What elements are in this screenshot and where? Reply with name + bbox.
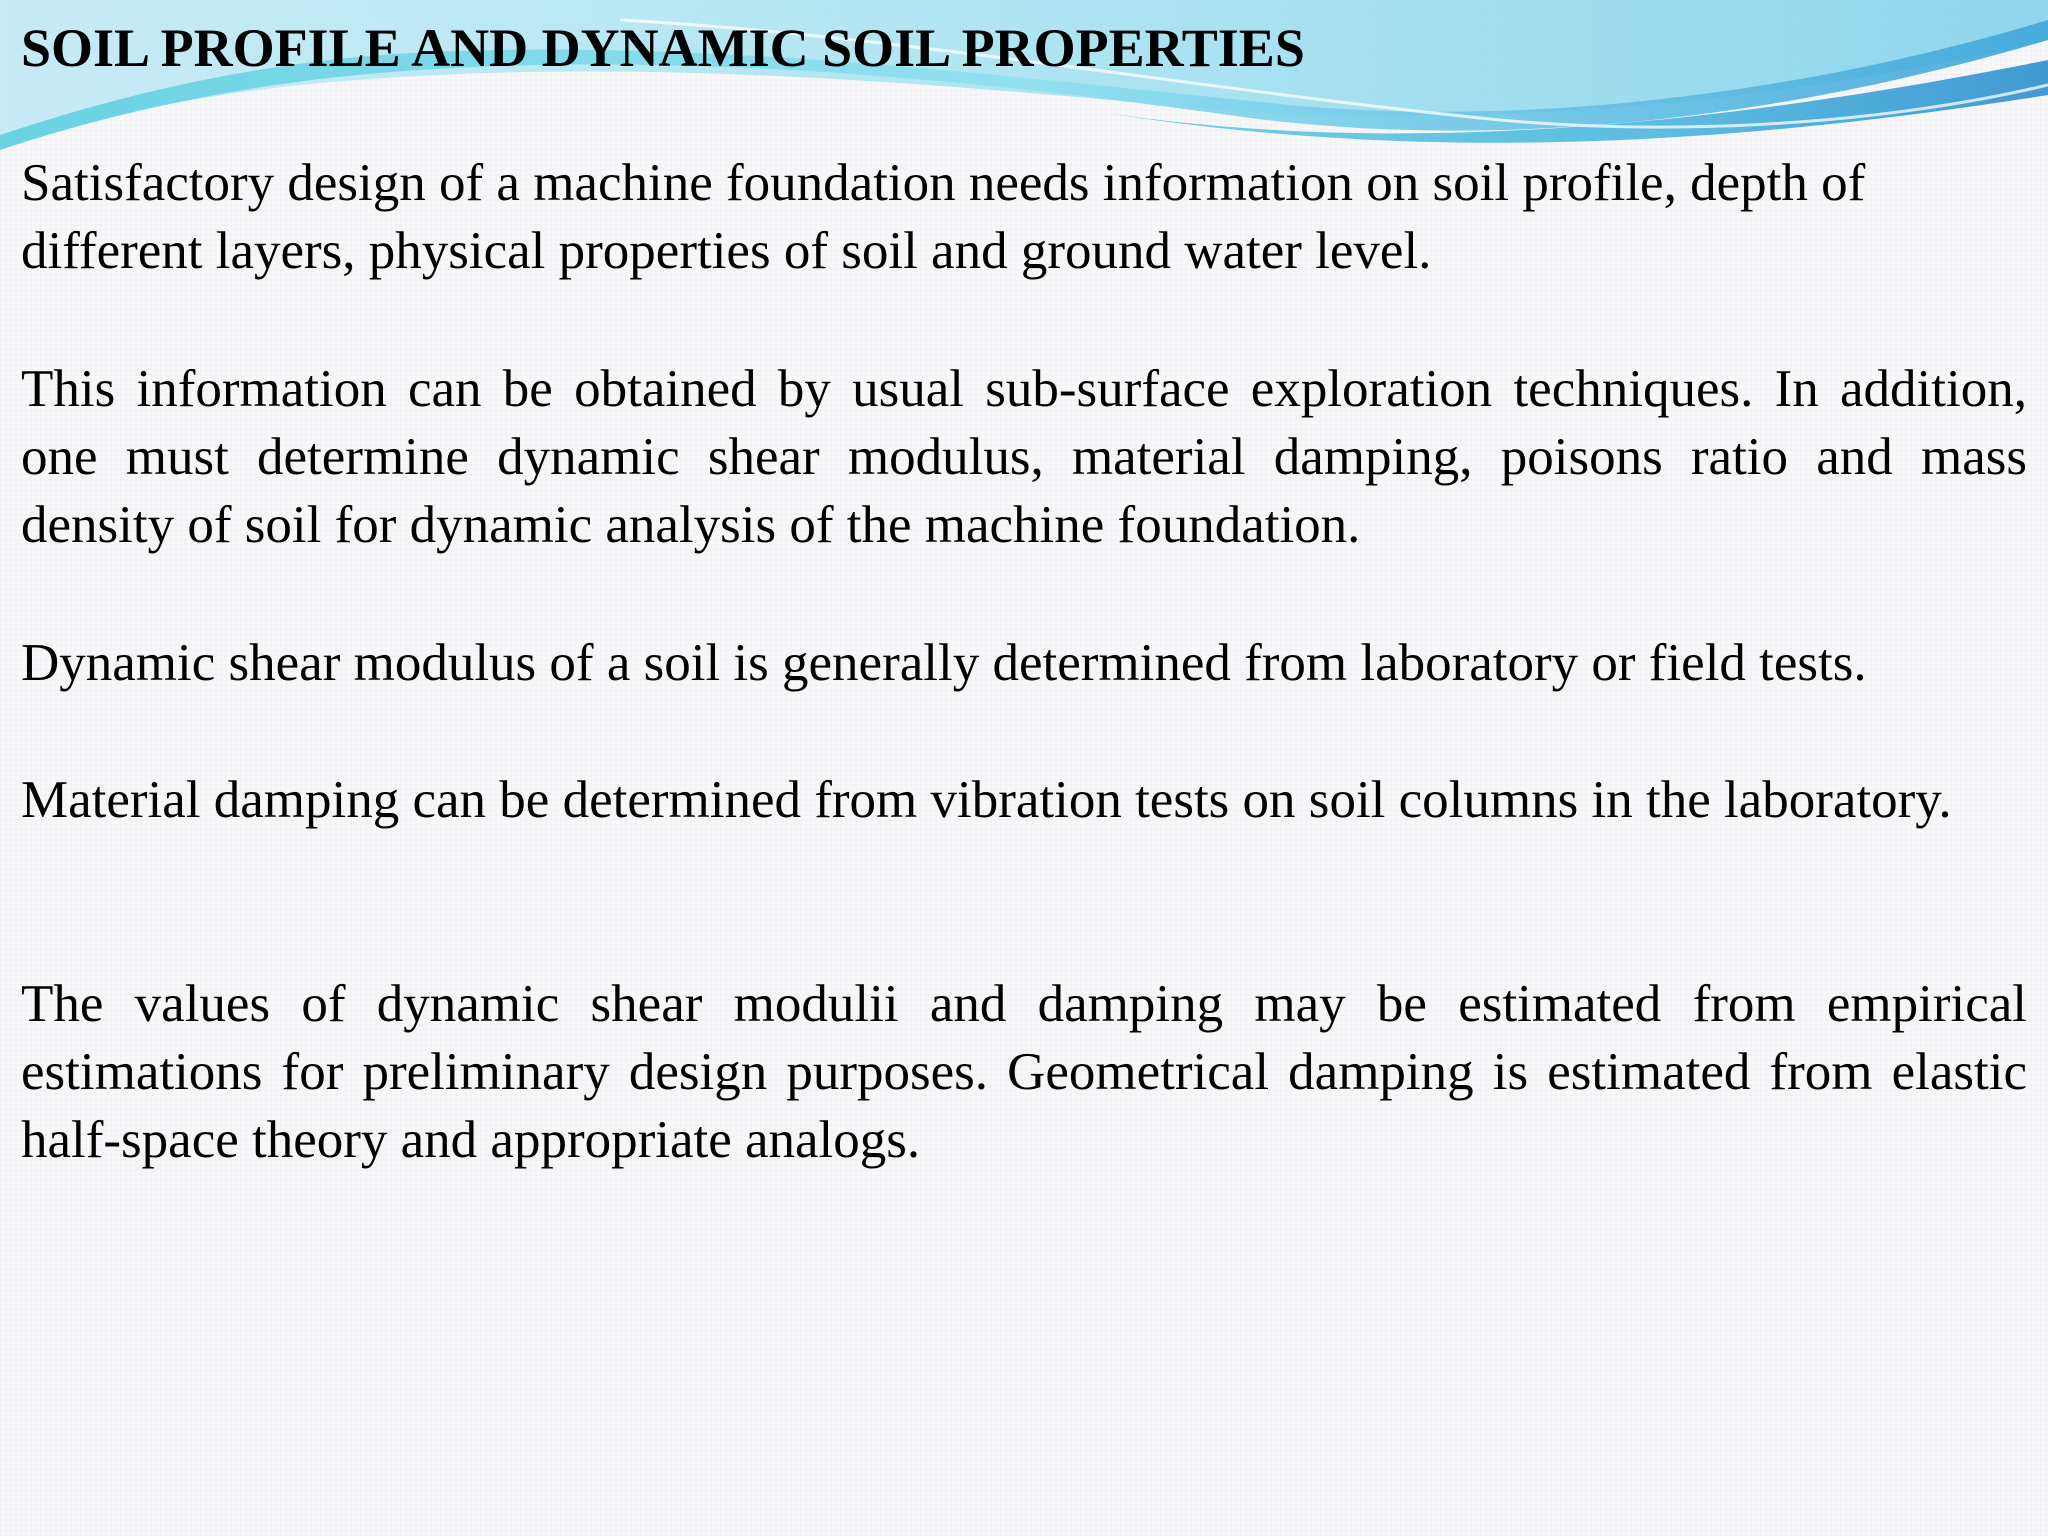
paragraph-empirical-values: The values of dynamic shear modulii and damping may be estimated from empirical estimations for preliminary design purposes. Geometrical damping is estimated from elastic half-space theory and appropriate analogs.	[21, 975, 2027, 1169]
paragraph-material-damping: Material damping can be determined from vibration tests on soil columns in the laboratory.	[21, 771, 1952, 829]
paragraph-soil-profile: Satisfactory design of a machine foundation needs information on soil profile, depth of different layers, physical properties of soil and ground water level.	[21, 154, 1866, 280]
slide-title: SOIL PROFILE AND DYNAMIC SOIL PROPERTIES	[21, 18, 1305, 78]
paragraph-shear-modulus: Dynamic shear modulus of a soil is generally determined from laboratory or field tests.	[21, 634, 1867, 692]
paragraph-exploration: This information can be obtained by usual sub-surface exploration techniques. In addition, one must determine dynamic shear modulus, material damping, poisons ratio and mass density of soil for dynamic analysis of the machine foundation.	[21, 360, 2027, 554]
